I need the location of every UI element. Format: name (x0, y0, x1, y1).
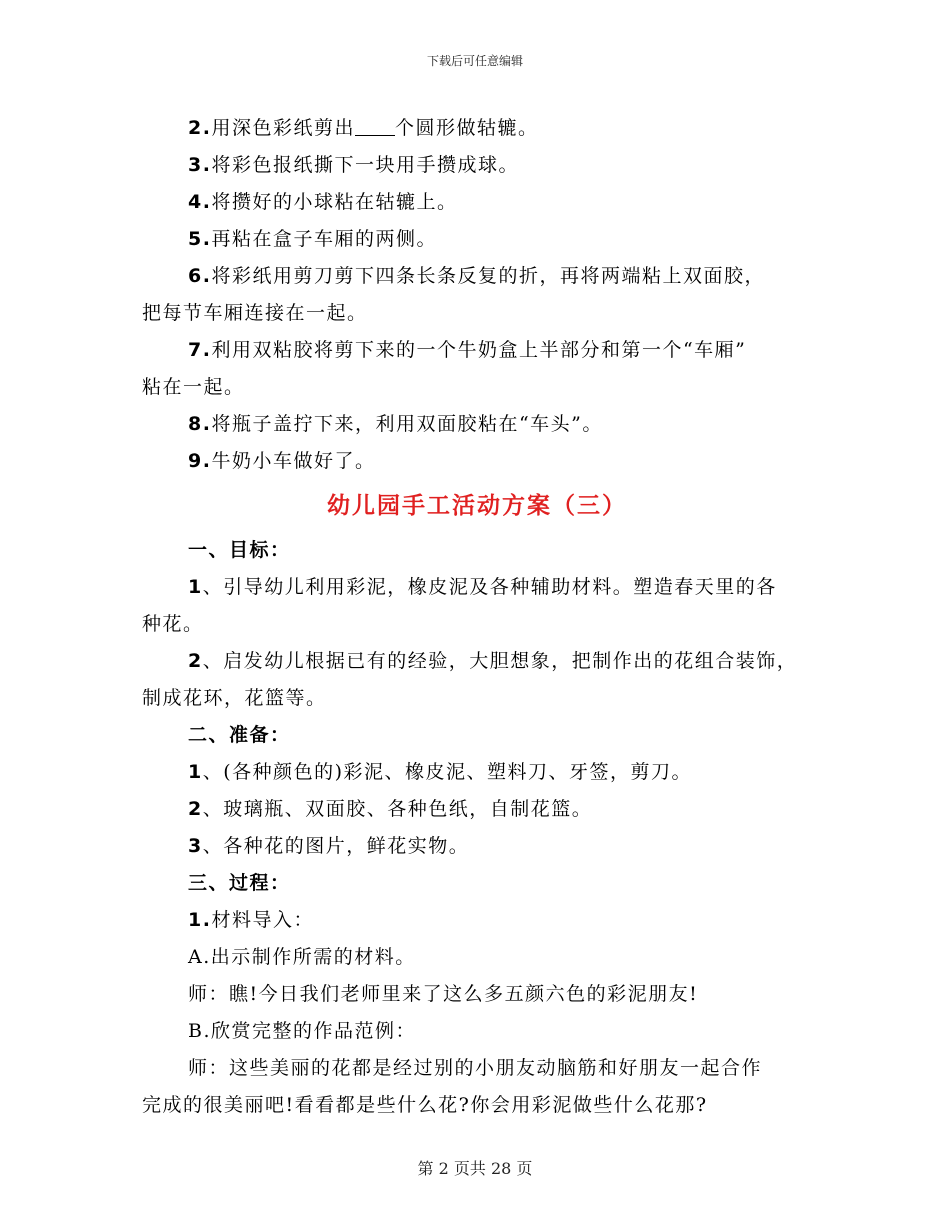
step-number: 9. (188, 450, 212, 472)
step-6-continued: 把每节车厢连接在一起。 (142, 302, 368, 324)
item-text: 、启发幼儿根据已有的经验，大胆想象，把制作出的花组合装饰， (202, 650, 798, 672)
step-4 (142, 184, 812, 221)
goal-item-1-continued: 种花。 (142, 613, 204, 635)
step-5 (142, 221, 812, 258)
item-text: 材料导入： (211, 909, 314, 931)
fill-blank (355, 117, 395, 136)
step-text: 用深色彩纸剪出 (211, 117, 355, 139)
item-text: 、玻璃瓶、双面胶、各种色纸，自制花篮。 (202, 798, 593, 820)
item-number: 1. (188, 909, 212, 931)
goal-item-2 (142, 643, 812, 680)
process-sub-1 (142, 902, 812, 939)
step-text: 再粘在盒子车厢的两侧。 (211, 228, 437, 250)
step-7-continued: 粘在一起。 (142, 376, 245, 398)
item-text: 、(各种颜色的)彩泥、橡皮泥、塑料刀、牙签，剪刀。 (202, 761, 693, 783)
step-6 (142, 258, 812, 295)
step-7 (142, 332, 812, 369)
step-text: 利用双粘胶将剪下来的一个牛奶盒上半部分和第一个“车厢” (211, 339, 747, 361)
prep-item-3 (142, 828, 812, 865)
prep-item-2 (142, 791, 812, 828)
step-2 (142, 110, 812, 147)
item-number: 1 (188, 761, 203, 783)
step-text: 牛奶小车做好了。 (211, 450, 376, 472)
item-text: 、引导幼儿利用彩泥，橡皮泥及各种辅助材料。塑造春天里的各 (202, 576, 777, 598)
step-number: 3. (188, 154, 212, 176)
step-number: 2. (188, 117, 212, 139)
section-heading-goals: 一、目标： (188, 539, 291, 561)
page-footer: 第 2 页共 28 页 (417, 1159, 533, 1178)
step-8 (142, 406, 812, 443)
step-text: 将彩色报纸撕下一块用手攒成球。 (211, 154, 519, 176)
prep-item-1 (142, 754, 812, 791)
process-line-last: 师：这些美丽的花都是经过别的小朋友动脑筋和好朋友一起合作 (188, 1057, 763, 1079)
section-heading-process: 三、过程： (188, 872, 291, 894)
section-heading-prep: 二、准备： (188, 724, 291, 746)
step-number: 6. (188, 265, 212, 287)
item-number: 2 (188, 798, 203, 820)
process-line-teacher: 师：瞧!今日我们老师里来了这么多五颜六色的彩泥朋友! (188, 983, 699, 1005)
section-title: 幼儿园手工活动方案（三） (327, 492, 627, 519)
step-9 (142, 443, 812, 480)
goal-item-1 (142, 569, 812, 606)
process-line-last-continued: 完成的很美丽吧!看看都是些什么花?你会用彩泥做些什么花那? (142, 1094, 708, 1116)
process-line-b: B.欣赏完整的作品范例： (188, 1020, 417, 1042)
step-text: 将瓶子盖拧下来，利用双面胶粘在“车头”。 (211, 413, 603, 435)
step-3 (142, 147, 812, 184)
item-number: 3 (188, 835, 203, 857)
step-number: 4. (188, 191, 212, 213)
item-number: 1 (188, 576, 203, 598)
step-text: 将攒好的小球粘在轱辘上。 (211, 191, 458, 213)
step-text: 个圆形做轱辘。 (394, 117, 539, 139)
document-body (142, 110, 812, 1124)
goal-item-2-continued: 制成花环，花篮等。 (142, 687, 327, 709)
step-number: 8. (188, 413, 212, 435)
step-number: 7. (188, 339, 212, 361)
step-number: 5. (188, 228, 212, 250)
page-header: 下载后可任意编辑 (426, 54, 523, 68)
step-text: 将彩纸用剪刀剪下四条长条反复的折，再将两端粘上双面胶， (211, 265, 765, 287)
item-number: 2 (188, 650, 203, 672)
process-line-a: A.出示制作所需的材料。 (188, 946, 416, 968)
item-text: 、各种花的图片，鲜花实物。 (202, 835, 470, 857)
